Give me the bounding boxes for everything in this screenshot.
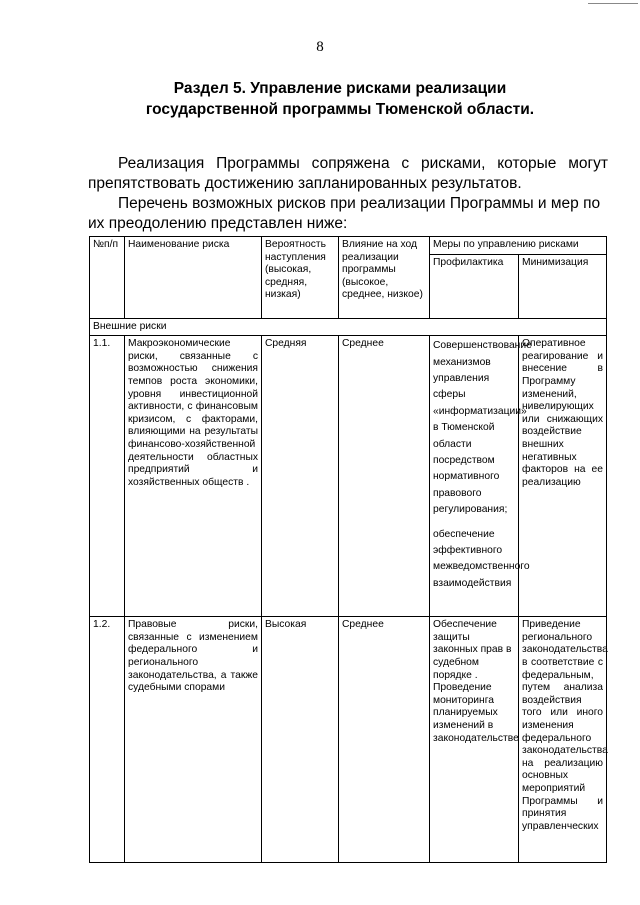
section-row-external [90,318,607,336]
page-number: 8 [316,39,324,55]
row-probability: Средняя [262,336,339,617]
row-probability: Высокая [262,617,339,863]
header-measures: Меры по управлению рисками [430,237,607,255]
paragraph-intro: Реализация Программы сопряжена с рисками, которые могут препятствовать достижению запланированных результатов. [88,155,608,192]
table-header-row [90,237,607,255]
header-influence: Влияние на ход реализации программы (высокое, среднее, низкое) [339,237,430,319]
row-num: 1.2. [90,617,125,863]
risk-table [89,236,607,863]
row-prevention [430,336,532,617]
header-probability: Вероятность наступления (высокая, средняя, низкая) [262,237,339,319]
section-external-risks: Внешние риски [90,318,607,336]
top-rule [588,3,638,4]
header-risk-name: Наименование риска [125,237,262,319]
table-row [90,617,607,863]
section-heading: Раздел 5. Управление рисками реализации государственной программы Тюменской области. [145,80,535,118]
table-row [90,336,607,617]
header-num: №п/п [90,237,125,319]
row-risk-name: Макроэкономические риски, связанные с возможностью снижения темпов роста экономики, уровня инвестиционной активности, с финансовым кризисом, с факторами, влияющими на результаты финансово-хозяйственной деятельности областных предприятий и хозяйственных обществ . [125,336,262,617]
row-risk-name: Правовые риски, связанные с изменением федерального и регионального законодательства, а также судебными спорами [125,617,262,863]
header-minimization: Минимизация [519,254,607,318]
row-influence: Среднее [339,617,430,863]
paragraph-list-intro: Перечень возможных рисков при реализации Программы и мер по их преодолению представлен ниже: [88,195,601,232]
prevention-item: Совершенствование механизмов управления сферы «информатизации» в Тюменской области посредством нормативного правового регулирования; [433,340,532,516]
header-prevention: Профилактика [430,254,519,318]
prevention-item: обеспечение эффективного межведомственного взаимодействия [433,528,530,589]
row-minimization: Приведение регионального законодательства в соответствие с федеральным, путем анализа воздействия того или иного изменения федерального законодательства на реализацию основных мероприятий Программы и принятия управленческих [519,617,607,863]
row-prevention [430,617,519,863]
row-num: 1.1. [90,336,125,617]
row-influence: Среднее [339,336,430,617]
prevention-item: Обеспечение защиты законных прав в судебном порядке . [433,619,512,681]
row-minimization: Оперативное реагирование и внесение в Программу изменений, нивелирующих или снижающих воздействие внешних негативных факторов на ее реализацию [519,336,607,617]
prevention-item: Проведение мониторинга планируемых изменений в законодательстве [433,682,519,744]
